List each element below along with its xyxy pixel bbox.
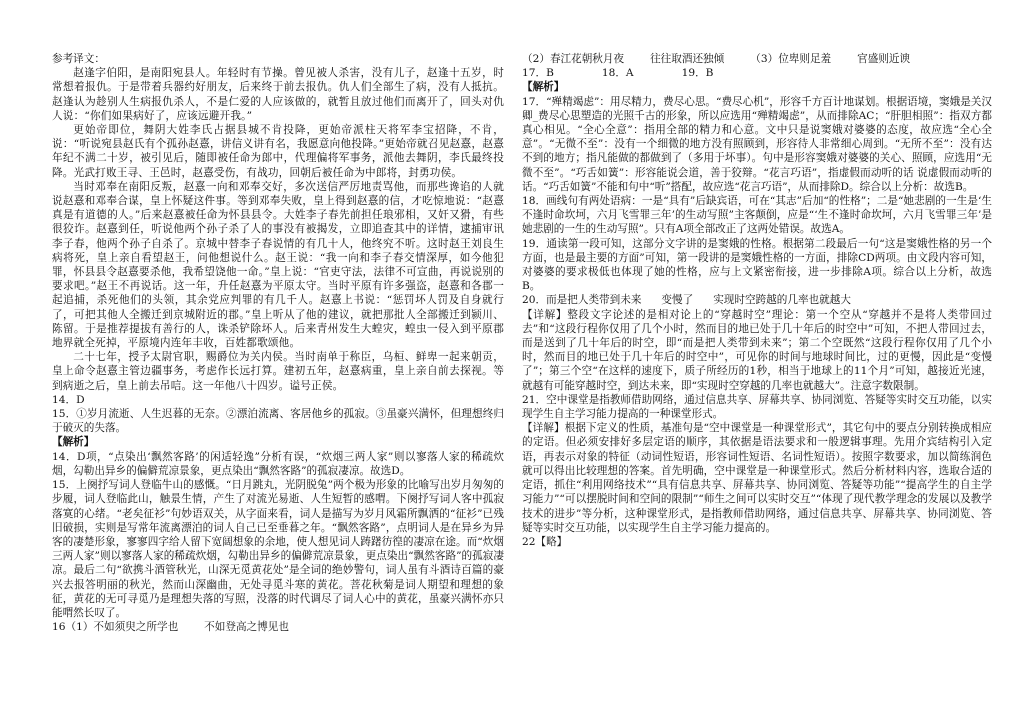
- analysis-17: 17．“殚精竭虑”：用尽精力，费尽心思。“费尽心机”，形容千方百计地谋划。根据语境，窦娥是关汉卿_费尽心思塑造的光照千古的形象，所以应选用“殚精竭虑”，从而排除AC；“肝胆相照”：指双方都真心相见。“全心全意”：指用全部的精力和心意。文中只是说窦娥对婆婆的态度，故应选“全心全意”。“无微不至”：没有一个细微的地方没有照顾到，形容待人非常细心周到。“无所不至”：没有达不到的地方；指凡能做的都做到了（多用于坏事）。句中是形容窦娥对婆婆的关心、照顾，应选用“无微不至”。“巧舌如簧”：形容能说会道，善于狡辩。“花言巧语”，指虚假而动听的话 说虚假而动听的话。“巧舌如簧”不能和句中“听”搭配，故应选“花言巧语”，从而排除D。综合以上分析：故选B。: [522, 95, 992, 193]
- answer-18: 18．A: [601, 67, 634, 80]
- answer-19: 19．B: [681, 67, 714, 80]
- analysis-19: 19．通读第一段可知，这部分文字讲的是窦娥的性格。根据第二段最后一句“这是窦娥性格的另一个方面，也是最主要的方面”可知，第一段讲的是窦娥性格的一方面，排除CD两项。由文段内容可知，对婆婆的要求极低也体现了她的性格，应与上文紧密衔接，进一步排除A项。综合以上分析，故选B。: [522, 237, 992, 293]
- answer-16-3-number: （3）: [750, 53, 779, 65]
- answers-17-19: [522, 66, 992, 80]
- answer-16-1: [52, 620, 504, 634]
- left-column: [52, 52, 504, 634]
- answer-16-2-3: [522, 52, 992, 66]
- translation-paragraph-4: 二十七年，授予太尉官职，赐爵位为关内侯。当时南单于称臣，乌桓、鲜卑一起来朝贡，皇上命令赵憙主管边疆事务，考虑作长远打算。建初五年，赵憙病重，皇上亲自前去探视。等到病逝之后，皇上前去吊唁。这一年他八十四岁。谥号正侯。: [52, 351, 504, 392]
- answer-16-1-number: 16（1）: [52, 621, 94, 634]
- answer-20-b: 变慢了: [661, 294, 694, 307]
- answer-16-2-number: （2）: [522, 53, 550, 65]
- right-column: [522, 52, 992, 549]
- analysis-15: 15．上阕抒写词人登临牛山的感慨。“日月跳丸，光阴脱兔”两个极为形象的比喻写出岁月匆匆的步履，词人登临此山，触景生情，产生了对流光易逝、人生短暂的感喟。下阕抒写词人客中孤寂落寞的心绪。“老矣征衫”句妙语双关，从字面来看，词人是描写为岁月风霜所飘洒的“征衫”已残旧破损，实则是写常年流离漂泊的词人自己已至垂暮之年。“飘然客路”，点明词人是在异乡为异客的凄楚形象，寥寥四字给人留下宽阔想象的余地，使人想见词人踌躇彷徨的凄凉在途。而“炊烟三两人家”则以寥落人家的稀疏炊烟，勾勒出异乡的偏僻荒凉景象，更点染出“飘然客路”的孤寂凄凉。最后二句“欲携斗酒管秋光，山深无觅黄花处”是全词的绝妙警句，词人虽有斗酒诗百篇的豪兴去报答明丽的秋光，然而山深幽曲，无处寻觅斗寒的黄花。菩花秋菊是词人期望和理想的象征，黄花的无可寻觅乃是理想失落的写照，没落的时代调尽了词人心中的黄花，虽豪兴满怀亦只能喟然长叹了。: [52, 479, 504, 619]
- answer-20-number: 20．: [522, 294, 547, 307]
- answer-16-3-b: 官盛则近谀: [857, 53, 911, 65]
- translation-heading: 参考译文：: [52, 53, 105, 65]
- answer-16-2-b: 往往取酒还独倾: [650, 53, 725, 65]
- analysis-label-right: 【解析】: [522, 81, 565, 94]
- analysis-14: 14．D项，“点染出‘飘然客路’的闲适轻逸”分析有误，“炊烟三两人家”则以寥落人家的稀疏炊烟，勾勒出异乡的偏僻荒凉景象，更点染出“飘然客路”的孤寂凄凉。故选D。: [52, 450, 504, 477]
- answer-21: 21．空中课堂是指教师借助网络，通过信息共享、屏幕共享、协同浏览、答疑等实时交互功能，以实现学生自主学习能力提高的一种课堂形式。: [522, 393, 992, 421]
- answer-16-1-b: 不如登高之博见也: [204, 621, 289, 634]
- answer-20: [522, 293, 992, 307]
- answer-20-c: 实现时空跨越的几率也就越大: [713, 294, 851, 307]
- translation-paragraph-1: 赵逢字伯阳，是南阳宛县人。年轻时有节操。曾见被人杀害，没有儿子，赵逢十五岁，时常想着报仇。于是带着兵器约好朋友，后来终于前去报仇。仇人们全部生了病，没有人抵抗。赵逢认为趁别人生病报仇杀人，不是仁爱的人应该做的，就暂且放过他们而离开了，回头对仇人说：“你们如果病好了，应该远避开我。”: [52, 67, 504, 122]
- answer-15: 15．①岁月流逝、人生迟暮的无奈。②漂泊流离、客居他乡的孤寂。③虽豪兴满怀，但理想终归于破灭的失落。: [52, 408, 504, 435]
- analysis-label-left: 【解析】: [52, 436, 95, 449]
- answer-16-2-a: 春江花朝秋月夜: [549, 53, 625, 65]
- translation-paragraph-3: 当时邓奉在南阳反叛，赵憙一向和邓奉交好，多次送信严厉地责骂他，而那些谗谄的人就说赵憙和邓奉合谋，皇上怀疑这件事。等到邓奉失败，皇上得到赵憙的信，才吃惊地说：“赵憙真是有道德的人。”后来赵憙被任命为怀县县令。大姓李子春先前担任琅邪相，又奸又猾，有些很狡诈。赵憙到任，听说他两个孙子杀了人的事没有被揭发，立即追查其中的详情，逮捕审讯李子春，他两个孙子自杀了。京城中替李子春说情的有几十人，他终究不听。这时赵王刘良生病将死，皇上亲自看望赵王，问他想说什么。赵王说：“我一向和李子春交情深厚，如今他犯罪，怀县县令赵憙要杀他，我希望饶他一命。”皇上说：“官吏守法，法律不可宣曲，再说说别的要求吧。”赵王不再说话。这一年，升任赵憙为平原太守。当时平原有许多强盗，赵憙和各郡一起追捕，杀死他们的头领，其余党应判罪的有几千人。赵憙上书说：“惩罚坏人罚及自身就行了，可把其他人全搬迁到京城附近的郡。”皇上听从了他的建议，就把那批人全部搬迁到颍川、陈留。于是推荐提拔有善行的人，诛杀铲除坏人。后来青州发生大蝗灾，蝗虫一侵入到平原郡地界就全死掉，平原境内连年丰收，百姓都歌颂他。: [52, 180, 504, 350]
- answer-16-3-a: 位卑则足羞: [778, 53, 832, 65]
- analysis-18: 18．画线句有两处语病：一是“具有”后缺宾语，可在“其志”后加“的性格”；二是“她悲剧的一生是‘生不逢时命坎坷，六月飞雪罪三年’的生动写照”主客颠倒，应是“‘生不逢时命坎坷，六月飞雪罪三年’是她悲剧的一生的生动写照”。只有A项全部改正了这两处错误。故选A。: [522, 195, 992, 236]
- translation-paragraph-2: 更始帝即位，舞阴大姓李氏占据县城不肯投降，更始帝派柱天将军李宝招降，不肯，说：“听说宛县赵氏有个孤孙赵憙，讲信义讲有名，我愿意向他投降。”更始帝就召见赵憙，赵憙年纪不满二十岁，被引见后，随即被任命为郎中，代理偏将军事务，派他去舞阴，李氏最终投降。光武打败王寻、王邑时，赵憙受伤，有战功，回朝后被任命为中郎将，封勇功侯。: [52, 124, 504, 179]
- answer-14: 14．D: [52, 393, 85, 406]
- analysis-21: 【详解】根据下定义的性质，基准句是“空中课堂是一种课堂形式”，其它句中的要点分别转换成相应的定语。但必须安排好多层定语的顺序，其依据是语法要求和一般逻辑事理。先用介宾结构引入定语，再表示对象的特征（动词性短语，形容词性短语、名词性短语）。按照字数要求，加以简练润色就可以得出比较理想的答案。首先明确，空中课堂是一种课堂形式。然后分析材料内容，选取合适的定语，抓住“利用网络技术”“具有信息共享、屏幕共享、协同浏览、答疑等功能”“提高学生的自主学习能力”“可以摆脱时间和空间的限制”“师生之间可以实时交互”“体现了现代教学理念的发展以及教学技术的进步”等分析，这种课堂形式，是指教师借助网络，通过信息共享、屏幕共享、协同浏览、答疑等实时交互功能，以实现学生自主学习能力提高的。: [522, 422, 992, 534]
- answer-22: 22【略】: [522, 535, 568, 548]
- analysis-20: 【详解】整段文字论述的是相对论上的“穿越时空”理论：第一个空从“穿越并不是将人类带回过去”和“这段行程你仅用了几个小时，然而目的地已处于几十年后的时空中”可知，不把人带回过去，而是送到了几十年后的时空，即“而是把人类带到未来”；第二个空既然“这段行程你仅用了几个小时，然而目的地已处于几十年后的时空中”，可见你的时间与地球时间比，过的更慢，因此是“变慢了”；第三个空“在这样的速度下，质子所经历的1秒，相当于地球上的11个月”可知，越接近光速，就越有可能穿越时空，到达未来，即“实现时空穿越的几率也就越大”。注意字数限制。: [522, 308, 992, 392]
- answer-16-1-a: 不如须臾之所学也: [93, 621, 179, 634]
- answer-17: 17．B: [522, 67, 554, 80]
- answer-20-a: 而是把人类带到未来: [546, 294, 642, 307]
